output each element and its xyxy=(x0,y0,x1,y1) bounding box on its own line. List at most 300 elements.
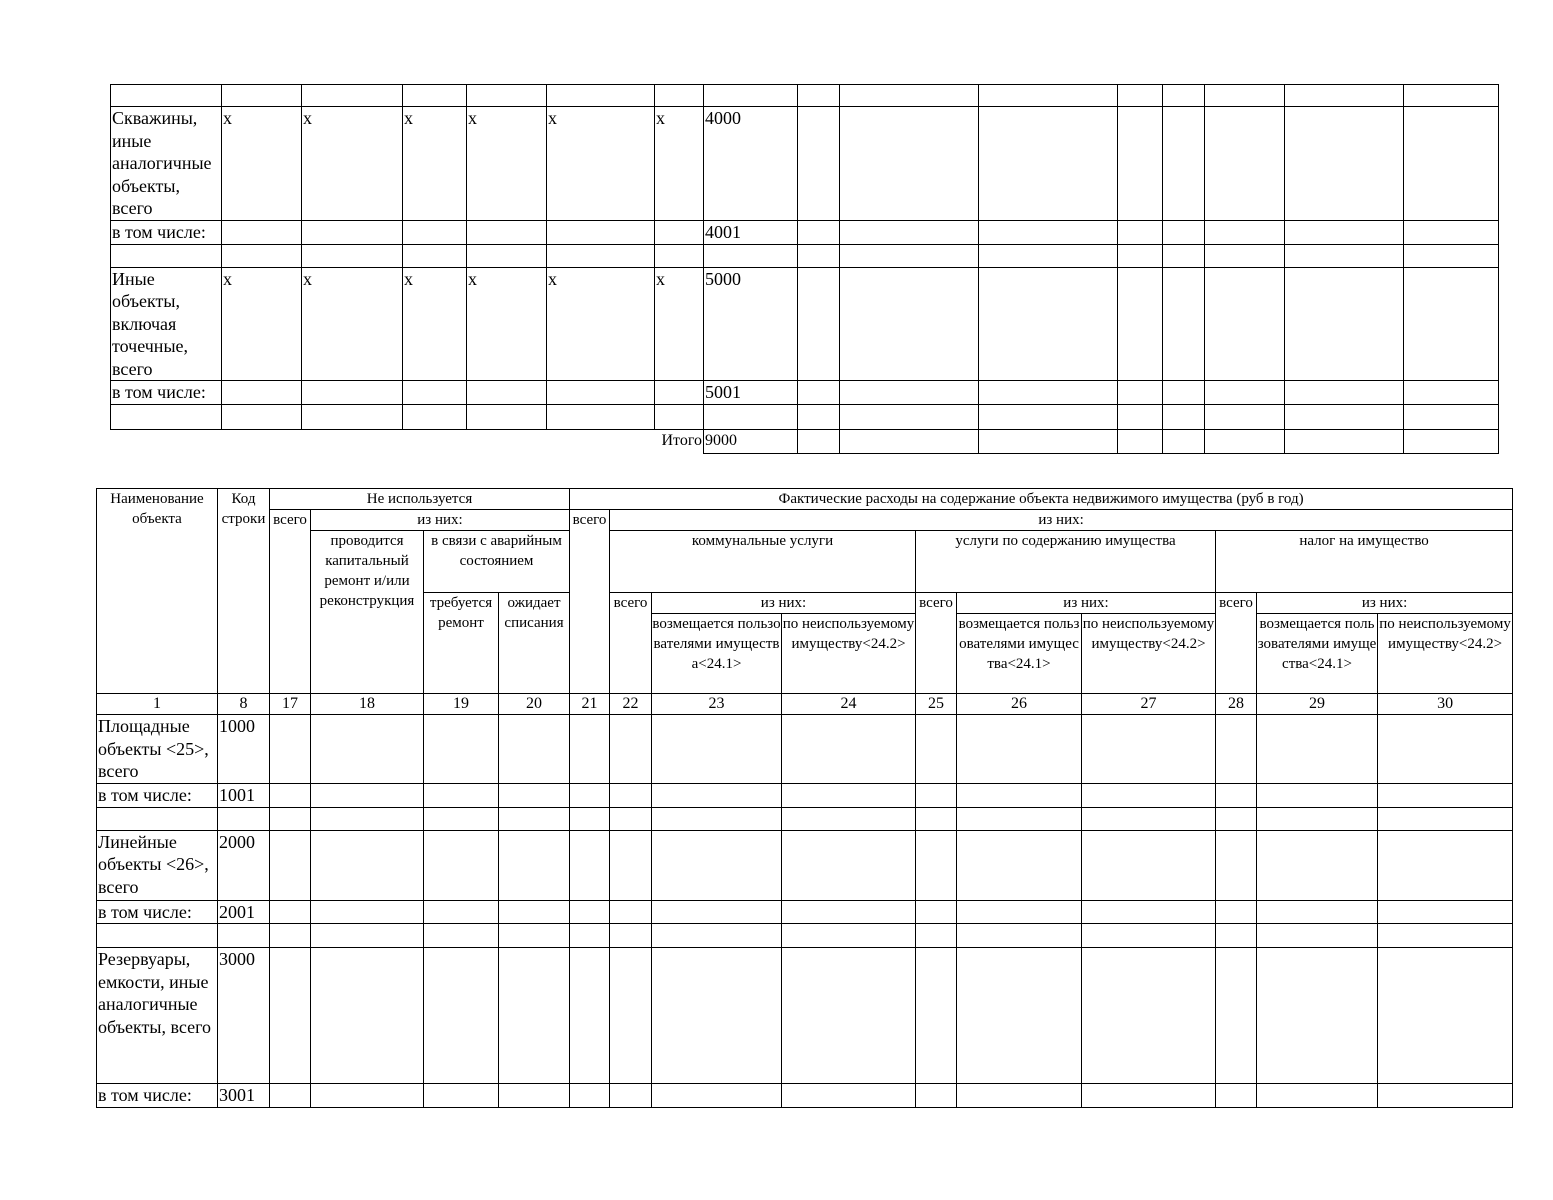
empty-cell xyxy=(916,830,957,900)
table-row xyxy=(97,715,1513,784)
empty-cell xyxy=(311,807,424,830)
empty-cell xyxy=(1118,220,1163,244)
empty-cell xyxy=(610,807,652,830)
empty-cell xyxy=(1216,783,1257,807)
empty-cell xyxy=(1163,107,1205,221)
empty-cell xyxy=(979,107,1118,221)
mark-cell xyxy=(302,85,403,107)
mark-cell xyxy=(403,220,467,244)
row-code-cell: 5000 xyxy=(704,267,798,381)
table-row xyxy=(111,405,1499,430)
empty-cell xyxy=(424,715,499,784)
mark-cell: x xyxy=(547,107,655,221)
mark-cell xyxy=(467,244,547,267)
total-code-cell: 9000 xyxy=(704,430,798,454)
column-numbers-row xyxy=(97,694,1513,715)
mark-cell: x xyxy=(467,267,547,381)
empty-cell xyxy=(840,430,979,454)
empty-cell xyxy=(1378,900,1513,924)
empty-cell xyxy=(1378,783,1513,807)
empty-cell xyxy=(1404,244,1499,267)
empty-cell xyxy=(979,430,1118,454)
empty-cell xyxy=(782,783,916,807)
table-row xyxy=(97,807,1513,830)
header-utilities-total: всего xyxy=(610,593,652,694)
empty-cell xyxy=(782,948,916,1084)
mark-cell xyxy=(655,381,704,405)
table-row xyxy=(97,948,1513,1084)
header-emergency: в связи с аварийным состоянием xyxy=(424,531,570,593)
table-row xyxy=(111,244,1499,267)
empty-cell xyxy=(1216,715,1257,784)
empty-cell xyxy=(1118,405,1163,430)
empty-cell xyxy=(424,830,499,900)
header-row-code: Код строки xyxy=(218,489,270,694)
column-number: 29 xyxy=(1257,694,1378,715)
empty-cell xyxy=(1216,807,1257,830)
row-code-cell xyxy=(704,405,798,430)
empty-cell xyxy=(1216,1084,1257,1108)
empty-cell xyxy=(916,1084,957,1108)
empty-cell xyxy=(916,948,957,1084)
empty-cell xyxy=(1082,924,1216,948)
empty-cell xyxy=(610,715,652,784)
empty-cell xyxy=(979,220,1118,244)
table-row xyxy=(111,381,1499,405)
empty-cell xyxy=(1216,948,1257,1084)
empty-cell xyxy=(1285,405,1404,430)
empty-cell xyxy=(1163,267,1205,381)
empty-cell xyxy=(798,107,840,221)
empty-cell xyxy=(1404,220,1499,244)
table-row xyxy=(97,900,1513,924)
empty-cell xyxy=(499,783,570,807)
column-number: 23 xyxy=(652,694,782,715)
empty-cell xyxy=(1257,900,1378,924)
empty-cell xyxy=(270,948,311,1084)
empty-cell xyxy=(270,900,311,924)
empty-cell xyxy=(782,715,916,784)
empty-cell xyxy=(570,830,610,900)
mark-cell xyxy=(222,381,302,405)
table-row xyxy=(111,107,1499,221)
empty-cell xyxy=(424,783,499,807)
header-maintenance-total: всего xyxy=(916,593,957,694)
header-needs-repair: требуется ремонт xyxy=(424,593,499,694)
column-number: 17 xyxy=(270,694,311,715)
empty-cell xyxy=(570,715,610,784)
mark-cell xyxy=(222,405,302,430)
empty-cell xyxy=(979,405,1118,430)
row-code-cell: 1001 xyxy=(218,783,270,807)
mark-cell xyxy=(403,381,467,405)
empty-cell xyxy=(1163,405,1205,430)
empty-cell xyxy=(840,220,979,244)
header-maintenance-of-which: из них: xyxy=(957,593,1216,614)
empty-cell xyxy=(424,807,499,830)
mark-cell: x xyxy=(302,267,403,381)
empty-cell xyxy=(1163,430,1205,454)
object-name-cell: Линейные объекты <26>, всего xyxy=(97,830,218,900)
empty-cell xyxy=(1205,85,1285,107)
row-code-cell: 3000 xyxy=(218,948,270,1084)
header-expenses-of-which: из них: xyxy=(610,510,1513,531)
empty-cell xyxy=(311,783,424,807)
empty-cell xyxy=(1285,381,1404,405)
empty-cell xyxy=(1285,220,1404,244)
empty-cell xyxy=(1118,244,1163,267)
empty-cell xyxy=(840,405,979,430)
mark-cell xyxy=(403,244,467,267)
empty-cell xyxy=(570,924,610,948)
empty-cell xyxy=(424,900,499,924)
empty-cell xyxy=(1404,107,1499,221)
empty-cell xyxy=(311,924,424,948)
table-row xyxy=(111,220,1499,244)
mark-cell: x xyxy=(403,267,467,381)
mark-cell xyxy=(403,405,467,430)
empty-cell xyxy=(610,948,652,1084)
empty-cell xyxy=(311,715,424,784)
empty-cell xyxy=(840,381,979,405)
object-name-cell: в том числе: xyxy=(111,381,222,405)
header-utilities: коммунальные услуги xyxy=(610,531,916,593)
total-row xyxy=(111,430,1499,454)
empty-cell xyxy=(652,924,782,948)
empty-cell xyxy=(424,924,499,948)
header-expenses-total: всего xyxy=(570,510,610,694)
empty-cell xyxy=(840,267,979,381)
empty-cell xyxy=(1163,85,1205,107)
empty-cell xyxy=(311,1084,424,1108)
empty-cell xyxy=(1404,267,1499,381)
empty-cell xyxy=(1205,244,1285,267)
column-number: 27 xyxy=(1082,694,1216,715)
empty-cell xyxy=(270,783,311,807)
mark-cell xyxy=(655,220,704,244)
empty-cell xyxy=(652,715,782,784)
object-name-cell: Иные объекты, включая точечные, всего xyxy=(111,267,222,381)
empty-cell xyxy=(957,830,1082,900)
object-name-cell: Площадные объекты <25>, всего xyxy=(97,715,218,784)
mark-cell xyxy=(467,220,547,244)
empty-cell xyxy=(652,948,782,1084)
empty-cell xyxy=(499,900,570,924)
empty-cell xyxy=(916,783,957,807)
header-tax-reimbursed: возмещается пользователями имущества<24.1> xyxy=(1257,614,1378,694)
empty-cell xyxy=(979,267,1118,381)
empty-cell xyxy=(570,948,610,1084)
empty-cell xyxy=(424,948,499,1084)
header-utilities-of-which: из них: xyxy=(652,593,916,614)
column-number: 30 xyxy=(1378,694,1513,715)
empty-cell xyxy=(499,948,570,1084)
mark-cell xyxy=(222,85,302,107)
empty-cell xyxy=(916,924,957,948)
empty-cell xyxy=(916,807,957,830)
object-name-cell xyxy=(111,405,222,430)
empty-cell xyxy=(1404,430,1499,454)
empty-cell xyxy=(1205,220,1285,244)
object-name-cell xyxy=(111,85,222,107)
header-tax-unused: по неиспользуемому имуществу<24.2> xyxy=(1378,614,1513,694)
row-code-cell: 2000 xyxy=(218,830,270,900)
row-code-cell xyxy=(704,85,798,107)
mark-cell xyxy=(547,220,655,244)
column-number: 20 xyxy=(499,694,570,715)
header-maintenance-reimbursed: возмещается пользователями имущества<24.1> xyxy=(957,614,1082,694)
empty-cell xyxy=(916,715,957,784)
empty-cell xyxy=(1082,807,1216,830)
empty-cell xyxy=(1285,85,1404,107)
row-code-cell xyxy=(218,924,270,948)
mark-cell xyxy=(302,381,403,405)
empty-cell xyxy=(1378,830,1513,900)
empty-cell xyxy=(782,830,916,900)
empty-cell xyxy=(1163,381,1205,405)
empty-cell xyxy=(1257,1084,1378,1108)
empty-cell xyxy=(957,1084,1082,1108)
header-utilities-reimbursed: возмещается пользователями имущества<24.1> xyxy=(652,614,782,694)
empty-cell xyxy=(1378,924,1513,948)
empty-cell xyxy=(957,924,1082,948)
empty-cell xyxy=(499,715,570,784)
empty-cell xyxy=(570,900,610,924)
object-name-cell xyxy=(111,244,222,267)
header-awaits-writeoff: ожидает списания xyxy=(499,593,570,694)
mark-cell: x xyxy=(655,267,704,381)
empty-cell xyxy=(499,1084,570,1108)
empty-cell xyxy=(798,405,840,430)
mark-cell: x xyxy=(547,267,655,381)
empty-cell xyxy=(610,830,652,900)
expenses-table xyxy=(96,488,1513,1108)
empty-cell xyxy=(979,85,1118,107)
row-code-cell xyxy=(218,807,270,830)
empty-cell xyxy=(1257,807,1378,830)
header-not-used-total: всего xyxy=(270,510,311,694)
empty-cell xyxy=(1205,405,1285,430)
mark-cell xyxy=(547,381,655,405)
empty-cell xyxy=(499,807,570,830)
header-actual-expenses: Фактические расходы на содержание объекта недвижимого имущества (руб в год) xyxy=(570,489,1513,510)
table-row xyxy=(97,924,1513,948)
empty-cell xyxy=(979,244,1118,267)
mark-cell xyxy=(302,244,403,267)
header-tax-of-which: из них: xyxy=(1257,593,1513,614)
empty-cell xyxy=(270,924,311,948)
empty-cell xyxy=(311,900,424,924)
mark-cell xyxy=(403,85,467,107)
header-property-tax: налог на имущество xyxy=(1216,531,1513,593)
empty-cell xyxy=(1118,267,1163,381)
empty-cell xyxy=(1205,381,1285,405)
empty-cell xyxy=(311,948,424,1084)
empty-cell xyxy=(1257,715,1378,784)
object-name-cell: Скважины, иные аналогичные объекты, всего xyxy=(111,107,222,221)
empty-cell xyxy=(610,924,652,948)
empty-cell xyxy=(1257,948,1378,1084)
empty-cell xyxy=(1205,267,1285,381)
empty-cell xyxy=(798,267,840,381)
column-number: 22 xyxy=(610,694,652,715)
column-number: 1 xyxy=(97,694,218,715)
table-row xyxy=(97,1084,1513,1108)
empty-cell xyxy=(1205,107,1285,221)
empty-cell xyxy=(1404,405,1499,430)
empty-cell xyxy=(798,85,840,107)
empty-cell xyxy=(1404,85,1499,107)
empty-cell xyxy=(1216,900,1257,924)
mark-cell: x xyxy=(222,107,302,221)
mark-cell xyxy=(547,244,655,267)
column-number: 19 xyxy=(424,694,499,715)
empty-cell xyxy=(1378,715,1513,784)
empty-cell xyxy=(499,830,570,900)
empty-cell xyxy=(270,1084,311,1108)
header-object-name: Наименование объекта xyxy=(97,489,218,694)
object-name-cell: в том числе: xyxy=(97,1084,218,1108)
empty-cell xyxy=(610,783,652,807)
header-not-used: Не используется xyxy=(270,489,570,510)
empty-cell xyxy=(798,244,840,267)
row-code-cell: 1000 xyxy=(218,715,270,784)
empty-cell xyxy=(652,1084,782,1108)
empty-cell xyxy=(424,1084,499,1108)
empty-cell xyxy=(570,783,610,807)
mark-cell xyxy=(547,85,655,107)
empty-cell xyxy=(1082,948,1216,1084)
column-number: 18 xyxy=(311,694,424,715)
empty-cell xyxy=(782,900,916,924)
object-name-cell xyxy=(97,807,218,830)
table-row xyxy=(111,267,1499,381)
empty-cell xyxy=(1082,783,1216,807)
empty-cell xyxy=(840,85,979,107)
object-name-cell: в том числе: xyxy=(111,220,222,244)
column-number: 28 xyxy=(1216,694,1257,715)
row-code-cell: 4000 xyxy=(704,107,798,221)
empty-cell xyxy=(798,220,840,244)
mark-cell xyxy=(655,405,704,430)
empty-cell xyxy=(1257,924,1378,948)
empty-cell xyxy=(782,807,916,830)
empty-cell xyxy=(1118,85,1163,107)
mark-cell: x xyxy=(467,107,547,221)
empty-cell xyxy=(782,1084,916,1108)
mark-cell xyxy=(302,405,403,430)
empty-cell xyxy=(652,783,782,807)
mark-cell xyxy=(547,405,655,430)
empty-cell xyxy=(1257,830,1378,900)
table-row xyxy=(97,783,1513,807)
header-not-used-of-which: из них: xyxy=(311,510,570,531)
table-row xyxy=(111,85,1499,107)
column-number: 21 xyxy=(570,694,610,715)
empty-cell xyxy=(270,807,311,830)
empty-cell xyxy=(957,807,1082,830)
empty-cell xyxy=(1118,381,1163,405)
upper-table xyxy=(110,84,1499,454)
empty-cell xyxy=(957,715,1082,784)
empty-cell xyxy=(1082,830,1216,900)
empty-cell xyxy=(1285,430,1404,454)
empty-cell xyxy=(1082,715,1216,784)
empty-cell xyxy=(1082,1084,1216,1108)
empty-cell xyxy=(840,244,979,267)
header-maintenance-unused: по неиспользуемому имуществу<24.2> xyxy=(1082,614,1216,694)
mark-cell: x xyxy=(655,107,704,221)
empty-cell xyxy=(916,900,957,924)
empty-cell xyxy=(1216,924,1257,948)
empty-cell xyxy=(957,900,1082,924)
row-code-cell: 3001 xyxy=(218,1084,270,1108)
empty-cell xyxy=(1163,220,1205,244)
empty-cell xyxy=(652,807,782,830)
empty-cell xyxy=(979,381,1118,405)
mark-cell xyxy=(467,381,547,405)
row-code-cell: 5001 xyxy=(704,381,798,405)
empty-cell xyxy=(1404,381,1499,405)
header-utilities-unused: по неиспользуемому имуществу<24.2> xyxy=(782,614,916,694)
empty-cell xyxy=(957,948,1082,1084)
empty-cell xyxy=(311,830,424,900)
empty-cell xyxy=(1285,267,1404,381)
mark-cell xyxy=(222,244,302,267)
empty-cell xyxy=(798,430,840,454)
header-capital-repair: проводится капитальный ремонт и/или реконструкция xyxy=(311,531,424,694)
empty-cell xyxy=(1257,783,1378,807)
empty-cell xyxy=(1378,807,1513,830)
empty-cell xyxy=(1163,244,1205,267)
mark-cell xyxy=(655,244,704,267)
empty-cell xyxy=(499,924,570,948)
column-number: 24 xyxy=(782,694,916,715)
column-number: 8 xyxy=(218,694,270,715)
empty-cell xyxy=(1118,430,1163,454)
empty-cell xyxy=(570,807,610,830)
empty-cell xyxy=(1118,107,1163,221)
row-code-cell: 4001 xyxy=(704,220,798,244)
empty-cell xyxy=(840,107,979,221)
empty-cell xyxy=(782,924,916,948)
column-number: 25 xyxy=(916,694,957,715)
empty-cell xyxy=(1285,107,1404,221)
row-code-cell: 2001 xyxy=(218,900,270,924)
empty-cell xyxy=(610,900,652,924)
mark-cell xyxy=(302,220,403,244)
empty-cell xyxy=(652,830,782,900)
mark-cell: x xyxy=(222,267,302,381)
empty-cell xyxy=(798,381,840,405)
table-row xyxy=(97,830,1513,900)
empty-cell xyxy=(1216,830,1257,900)
empty-cell xyxy=(1082,900,1216,924)
header-maintenance: услуги по содержанию имущества xyxy=(916,531,1216,593)
object-name-cell: в том числе: xyxy=(97,900,218,924)
mark-cell xyxy=(655,85,704,107)
empty-cell xyxy=(652,900,782,924)
column-number: 26 xyxy=(957,694,1082,715)
object-name-cell xyxy=(97,924,218,948)
empty-cell xyxy=(570,1084,610,1108)
empty-cell xyxy=(610,1084,652,1108)
header-tax-total: всего xyxy=(1216,593,1257,694)
row-code-cell xyxy=(704,244,798,267)
empty-cell xyxy=(1285,244,1404,267)
object-name-cell: Резервуары, емкости, иные аналогичные объекты, всего xyxy=(97,948,218,1084)
empty-cell xyxy=(1205,430,1285,454)
